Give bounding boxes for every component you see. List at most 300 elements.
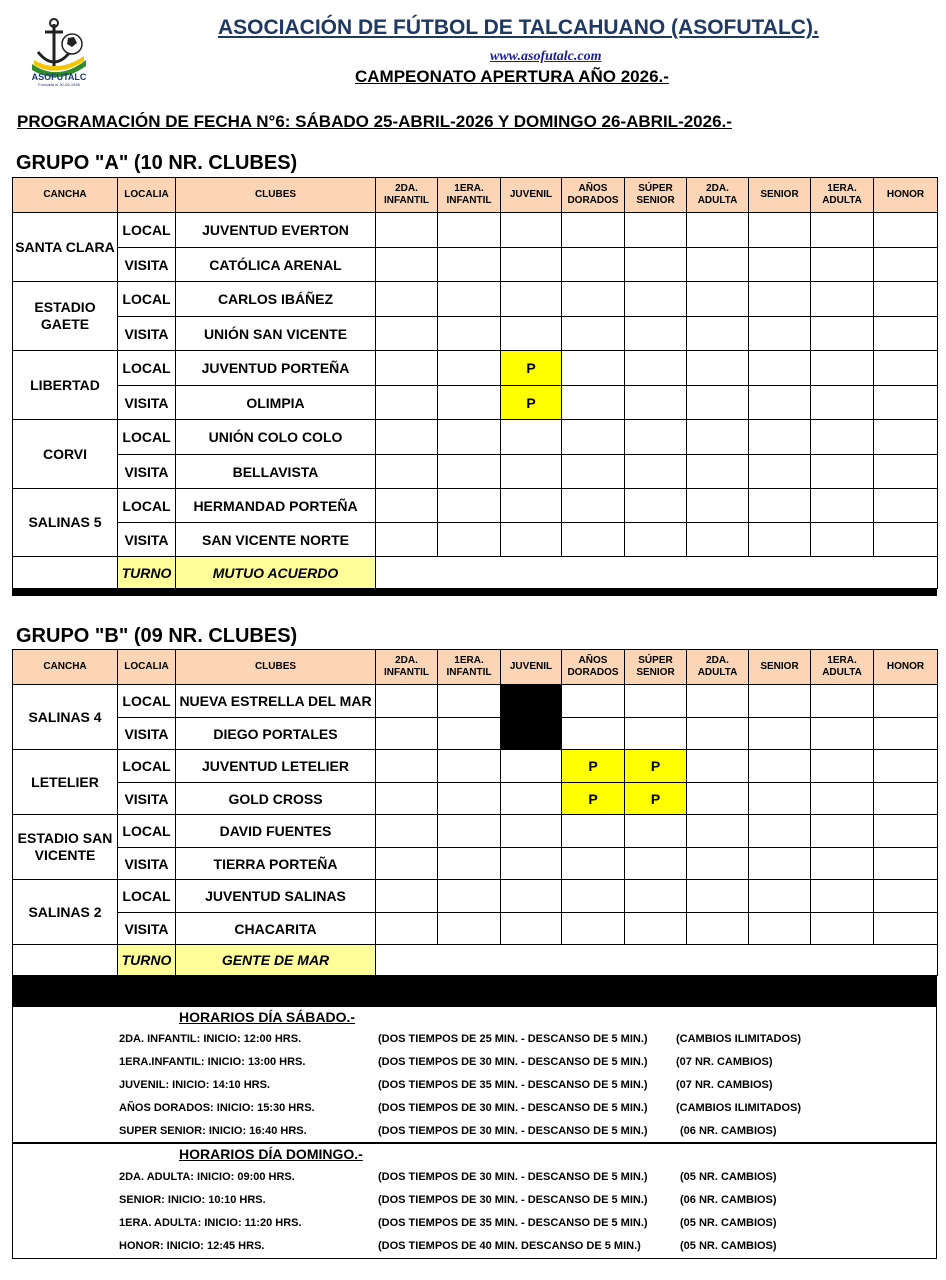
score-cell: [562, 386, 625, 420]
schedule-duration: (DOS TIEMPOS DE 30 MIN. - DESCANSO DE 5 MIN.): [378, 1171, 648, 1183]
score-cell: [501, 489, 562, 523]
schedule-category: 2DA. ADULTA: INICIO: 09:00 HRS.: [119, 1171, 295, 1183]
club-cell: DIEGO PORTALES: [176, 718, 376, 750]
localia-cell: VISITA: [118, 317, 176, 351]
score-cell: [625, 685, 687, 718]
schedule-category: 2DA. INFANTIL: INICIO: 12:00 HRS.: [119, 1033, 302, 1045]
score-cell: [501, 848, 562, 880]
group-b-table: [12, 649, 938, 976]
score-cell: [562, 282, 625, 317]
localia-cell: VISITA: [118, 386, 176, 420]
club-cell: UNIÓN COLO COLO: [176, 420, 376, 455]
postponed-mark: P: [562, 750, 625, 783]
score-cell: [811, 248, 874, 282]
col-header: 2DA. INFANTIL: [376, 178, 438, 213]
schedule-category: SUPER SENIOR: INICIO: 16:40 HRS.: [119, 1125, 307, 1137]
club-cell: CATÓLICA ARENAL: [176, 248, 376, 282]
score-cell: [811, 386, 874, 420]
turno-label: TURNO: [118, 557, 176, 589]
score-cell: [376, 523, 438, 557]
schedule-changes: (07 NR. CAMBIOS): [676, 1079, 773, 1091]
score-cell: [687, 685, 749, 718]
score-cell: [562, 523, 625, 557]
saturday-schedule-box: [12, 1007, 937, 1143]
score-cell: [562, 718, 625, 750]
localia-cell: LOCAL: [118, 685, 176, 718]
table-row: [13, 386, 938, 420]
localia-cell: VISITA: [118, 248, 176, 282]
score-cell: [376, 815, 438, 848]
col-header: 1ERA. INFANTIL: [438, 650, 501, 685]
score-cell: [874, 718, 938, 750]
score-cell: [811, 880, 874, 913]
empty-cell: [376, 945, 938, 976]
col-header: CLUBES: [176, 650, 376, 685]
schedule-changes: (07 NR. CAMBIOS): [676, 1056, 773, 1068]
club-cell: TIERRA PORTEÑA: [176, 848, 376, 880]
score-cell: [874, 386, 938, 420]
schedule-changes: (05 NR. CAMBIOS): [680, 1217, 777, 1229]
table-row: [13, 317, 938, 351]
score-cell: [749, 685, 811, 718]
cancha-cell: SALINAS 5: [13, 489, 118, 557]
empty-cell: [376, 557, 938, 589]
score-cell: [376, 282, 438, 317]
postponed-mark: P: [562, 783, 625, 815]
table-row: [13, 351, 938, 386]
score-cell: [376, 351, 438, 386]
score-cell: [438, 420, 501, 455]
turno-value: GENTE DE MAR: [176, 945, 376, 976]
score-cell: [376, 420, 438, 455]
score-cell: [625, 455, 687, 489]
score-cell: [562, 880, 625, 913]
col-header: HONOR: [874, 650, 938, 685]
score-cell: [501, 213, 562, 248]
col-header: JUVENIL: [501, 178, 562, 213]
schedule-changes: (CAMBIOS ILIMITADOS): [676, 1102, 802, 1114]
table-header-row: [13, 178, 938, 213]
score-cell: [501, 913, 562, 945]
table-row: [13, 248, 938, 282]
programacion-heading: PROGRAMACIÓN DE FECHA N°6: SÁBADO 25-ABRIL-2026 Y DOMINGO 26-ABRIL-2026.-: [17, 112, 732, 131]
score-cell: [811, 718, 874, 750]
score-cell: [749, 718, 811, 750]
score-cell: [811, 685, 874, 718]
score-cell: [625, 213, 687, 248]
schedule-duration: (DOS TIEMPOS DE 30 MIN. - DESCANSO DE 5 MIN.): [378, 1194, 648, 1206]
score-cell: [625, 913, 687, 945]
table-row: [13, 282, 938, 317]
score-cell: [749, 351, 811, 386]
score-cell: [501, 248, 562, 282]
score-cell: [562, 213, 625, 248]
score-cell: [562, 913, 625, 945]
club-cell: DAVID FUENTES: [176, 815, 376, 848]
score-cell: [625, 282, 687, 317]
schedule-duration: (DOS TIEMPOS DE 30 MIN. - DESCANSO DE 5 MIN.): [378, 1102, 648, 1114]
table-row: [13, 913, 938, 945]
score-cell: [625, 815, 687, 848]
col-header: SÚPER SENIOR: [625, 178, 687, 213]
score-cell: [874, 213, 938, 248]
score-cell: [811, 750, 874, 783]
score-cell: [376, 783, 438, 815]
score-cell: [749, 750, 811, 783]
score-cell: [874, 880, 938, 913]
score-cell: [687, 317, 749, 351]
schedule-duration: (DOS TIEMPOS DE 30 MIN. - DESCANSO DE 5 MIN.): [378, 1125, 648, 1137]
score-cell: [874, 685, 938, 718]
score-cell: [501, 783, 562, 815]
score-cell: [438, 317, 501, 351]
score-cell: [438, 213, 501, 248]
score-cell: [811, 848, 874, 880]
empty-cell: [13, 945, 118, 976]
club-cell: JUVENTUD EVERTON: [176, 213, 376, 248]
score-cell: [874, 523, 938, 557]
score-cell: [687, 750, 749, 783]
col-header: 1ERA. ADULTA: [811, 650, 874, 685]
cancha-cell: LETELIER: [13, 750, 118, 815]
score-cell: [687, 815, 749, 848]
schedule-category: HONOR: INICIO: 12:45 HRS.: [119, 1240, 265, 1252]
score-cell: [749, 523, 811, 557]
score-cell: [625, 420, 687, 455]
score-cell: [438, 351, 501, 386]
group-b-title: GRUPO "B" (09 NR. CLUBES): [16, 625, 298, 647]
score-cell: [438, 282, 501, 317]
score-cell: [376, 750, 438, 783]
score-cell: [811, 317, 874, 351]
turno-label: TURNO: [118, 945, 176, 976]
score-cell: [811, 489, 874, 523]
schedule-changes: (06 NR. CAMBIOS): [680, 1125, 777, 1137]
table-row: [13, 880, 938, 913]
localia-cell: LOCAL: [118, 420, 176, 455]
score-cell: [749, 317, 811, 351]
score-cell: [874, 913, 938, 945]
col-header: CANCHA: [13, 178, 118, 213]
score-cell: [625, 248, 687, 282]
club-cell: JUVENTUD PORTEÑA: [176, 351, 376, 386]
score-cell: [438, 523, 501, 557]
score-cell: [625, 351, 687, 386]
score-cell: [874, 489, 938, 523]
col-header: HONOR: [874, 178, 938, 213]
col-header: 2DA. ADULTA: [687, 178, 749, 213]
club-cell: SAN VICENTE NORTE: [176, 523, 376, 557]
schedule-changes: (CAMBIOS ILIMITADOS): [676, 1033, 802, 1045]
col-header: 2DA. ADULTA: [687, 650, 749, 685]
table-row: [13, 750, 938, 783]
schedule-category: SENIOR: INICIO: 10:10 HRS.: [119, 1194, 266, 1206]
col-header: SÚPER SENIOR: [625, 650, 687, 685]
logo-text: ASOFUTALC: [31, 72, 87, 82]
schedule-category: AÑOS DORADOS: INICIO: 15:30 HRS.: [119, 1102, 315, 1114]
cancha-cell: ESTADIO SAN VICENTE: [13, 815, 118, 880]
col-header: SENIOR: [749, 650, 811, 685]
club-cell: UNIÓN SAN VICENTE: [176, 317, 376, 351]
section-divider: [12, 588, 937, 596]
schedule-category: 1ERA.INFANTIL: INICIO: 13:00 HRS.: [119, 1056, 306, 1068]
postponed-mark: P: [625, 783, 687, 815]
score-cell: [376, 718, 438, 750]
score-cell: [562, 420, 625, 455]
club-cell: BELLAVISTA: [176, 455, 376, 489]
score-cell: [376, 455, 438, 489]
club-cell: JUVENTUD SALINAS: [176, 880, 376, 913]
score-cell: [501, 420, 562, 455]
score-cell: [376, 848, 438, 880]
association-title: ASOCIACIÓN DE FÚTBOL DE TALCAHUANO (ASOFUTALC).: [218, 16, 819, 39]
score-cell: [438, 913, 501, 945]
score-cell: [749, 248, 811, 282]
score-cell: [562, 489, 625, 523]
club-cell: HERMANDAD PORTEÑA: [176, 489, 376, 523]
turno-row: [13, 557, 938, 589]
schedule-duration: (DOS TIEMPOS DE 30 MIN. - DESCANSO DE 5 MIN.): [378, 1056, 648, 1068]
score-cell: [811, 523, 874, 557]
score-cell: [687, 351, 749, 386]
col-header: LOCALIA: [118, 178, 176, 213]
score-cell: [438, 815, 501, 848]
cancha-cell: SALINAS 2: [13, 880, 118, 945]
table-row: [13, 848, 938, 880]
score-cell: [376, 489, 438, 523]
score-cell: [874, 750, 938, 783]
table-row: [13, 455, 938, 489]
localia-cell: LOCAL: [118, 489, 176, 523]
score-cell: [562, 248, 625, 282]
score-cell: [749, 913, 811, 945]
score-cell: [749, 489, 811, 523]
postponed-mark: P: [501, 386, 562, 420]
logo-subtitle: Fundada el 30-06-1936: [38, 82, 80, 87]
score-cell: [376, 213, 438, 248]
col-header: CLUBES: [176, 178, 376, 213]
schedule-duration: (DOS TIEMPOS DE 35 MIN. - DESCANSO DE 5 MIN.): [378, 1217, 648, 1229]
col-header: CANCHA: [13, 650, 118, 685]
score-cell: [687, 523, 749, 557]
score-cell: [687, 848, 749, 880]
localia-cell: LOCAL: [118, 282, 176, 317]
schedule-changes: (06 NR. CAMBIOS): [680, 1194, 777, 1206]
score-cell: [874, 317, 938, 351]
score-cell: [687, 420, 749, 455]
table-row: [13, 718, 938, 750]
score-cell: [562, 351, 625, 386]
localia-cell: LOCAL: [118, 351, 176, 386]
score-cell: [376, 386, 438, 420]
section-divider: [12, 975, 937, 1007]
score-cell: [625, 848, 687, 880]
score-cell: [687, 880, 749, 913]
score-cell: [811, 282, 874, 317]
postponed-mark: P: [625, 750, 687, 783]
localia-cell: LOCAL: [118, 213, 176, 248]
website-link[interactable]: www.asofutalc.com: [490, 49, 602, 64]
schedule-category: 1ERA. ADULTA: INICIO: 11:20 HRS.: [119, 1217, 302, 1229]
club-cell: OLIMPIA: [176, 386, 376, 420]
score-cell: [687, 282, 749, 317]
score-cell: [438, 685, 501, 718]
score-cell: [749, 815, 811, 848]
score-cell: [749, 213, 811, 248]
score-cell: [501, 815, 562, 848]
score-cell: [376, 913, 438, 945]
localia-cell: LOCAL: [118, 815, 176, 848]
score-cell: [874, 351, 938, 386]
table-row: [13, 783, 938, 815]
score-cell: [438, 489, 501, 523]
score-cell: [687, 248, 749, 282]
table-row: [13, 523, 938, 557]
schedule-duration: (DOS TIEMPOS DE 25 MIN. - DESCANSO DE 5 MIN.): [378, 1033, 648, 1045]
score-cell: [376, 248, 438, 282]
col-header: SENIOR: [749, 178, 811, 213]
score-cell: [625, 317, 687, 351]
sunday-schedule-title: HORARIOS DÍA DOMINGO.-: [179, 1146, 363, 1162]
table-row: [13, 685, 938, 718]
score-cell: [811, 351, 874, 386]
score-cell: [874, 282, 938, 317]
score-cell: [811, 420, 874, 455]
col-header: AÑOS DORADOS: [562, 650, 625, 685]
col-header: 2DA. INFANTIL: [376, 650, 438, 685]
turno-value: MUTUO ACUERDO: [176, 557, 376, 589]
score-cell: [874, 420, 938, 455]
score-cell: [376, 685, 438, 718]
localia-cell: LOCAL: [118, 880, 176, 913]
group-a-table: [12, 177, 938, 589]
score-cell: [625, 523, 687, 557]
score-cell: [874, 455, 938, 489]
col-header: 1ERA. INFANTIL: [438, 178, 501, 213]
table-row: [13, 815, 938, 848]
localia-cell: VISITA: [118, 913, 176, 945]
score-cell: [687, 913, 749, 945]
score-cell: [438, 455, 501, 489]
score-cell: [501, 750, 562, 783]
turno-row: [13, 945, 938, 976]
cancha-cell: ESTADIO GAETE: [13, 282, 118, 351]
club-cell: JUVENTUD LETELIER: [176, 750, 376, 783]
score-cell: [438, 718, 501, 750]
score-cell: [749, 420, 811, 455]
empty-cell: [13, 557, 118, 589]
localia-cell: VISITA: [118, 718, 176, 750]
score-cell: [562, 317, 625, 351]
col-header: AÑOS DORADOS: [562, 178, 625, 213]
score-cell: [625, 880, 687, 913]
score-cell: [687, 718, 749, 750]
cancha-cell: LIBERTAD: [13, 351, 118, 420]
score-cell: [438, 750, 501, 783]
saturday-schedule-title: HORARIOS DÍA SÁBADO.-: [179, 1009, 356, 1025]
score-cell: [749, 455, 811, 489]
localia-cell: VISITA: [118, 523, 176, 557]
localia-cell: VISITA: [118, 783, 176, 815]
localia-cell: VISITA: [118, 455, 176, 489]
postponed-mark: P: [501, 351, 562, 386]
col-header: JUVENIL: [501, 650, 562, 685]
score-cell: [562, 685, 625, 718]
score-cell: [874, 248, 938, 282]
club-cell: CHACARITA: [176, 913, 376, 945]
score-cell: [811, 913, 874, 945]
cancha-cell: CORVI: [13, 420, 118, 489]
schedule-changes: (05 NR. CAMBIOS): [680, 1171, 777, 1183]
score-cell: [687, 783, 749, 815]
score-cell: [687, 386, 749, 420]
score-cell: [625, 718, 687, 750]
score-cell: [749, 783, 811, 815]
score-cell: [562, 848, 625, 880]
score-cell: [811, 815, 874, 848]
cancha-cell: SALINAS 4: [13, 685, 118, 750]
table-header-row: [13, 650, 938, 685]
score-cell: [438, 386, 501, 420]
table-row: [13, 489, 938, 523]
score-cell: [501, 317, 562, 351]
score-cell: [687, 455, 749, 489]
score-cell: [749, 386, 811, 420]
club-cell: NUEVA ESTRELLA DEL MAR: [176, 685, 376, 718]
score-cell: [874, 783, 938, 815]
score-cell: [874, 815, 938, 848]
localia-cell: VISITA: [118, 848, 176, 880]
score-cell: [376, 880, 438, 913]
score-cell: [501, 455, 562, 489]
schedule-category: JUVENIL: INICIO: 14:10 HRS.: [119, 1079, 270, 1091]
cancha-cell: SANTA CLARA: [13, 213, 118, 282]
score-cell: [625, 386, 687, 420]
schedule-changes: (05 NR. CAMBIOS): [680, 1240, 777, 1252]
score-cell: [811, 783, 874, 815]
score-cell: [874, 848, 938, 880]
championship-title: CAMPEONATO APERTURA AÑO 2026.-: [355, 67, 669, 86]
score-cell: [811, 455, 874, 489]
club-cell: GOLD CROSS: [176, 783, 376, 815]
score-cell: [501, 523, 562, 557]
blocked-cell: [501, 685, 562, 750]
score-cell: [562, 815, 625, 848]
score-cell: [501, 282, 562, 317]
score-cell: [749, 282, 811, 317]
score-cell: [438, 248, 501, 282]
score-cell: [501, 880, 562, 913]
score-cell: [438, 848, 501, 880]
score-cell: [687, 213, 749, 248]
schedule-duration: (DOS TIEMPOS DE 40 MIN. DESCANSO DE 5 MIN.): [378, 1240, 641, 1252]
score-cell: [749, 848, 811, 880]
score-cell: [438, 880, 501, 913]
group-a-title: GRUPO "A" (10 NR. CLUBES): [16, 152, 298, 174]
score-cell: [749, 880, 811, 913]
col-header: LOCALIA: [118, 650, 176, 685]
score-cell: [438, 783, 501, 815]
score-cell: [562, 455, 625, 489]
score-cell: [687, 489, 749, 523]
localia-cell: LOCAL: [118, 750, 176, 783]
score-cell: [376, 317, 438, 351]
table-row: [13, 420, 938, 455]
score-cell: [625, 489, 687, 523]
schedule-duration: (DOS TIEMPOS DE 35 MIN. - DESCANSO DE 5 MIN.): [378, 1079, 648, 1091]
col-header: 1ERA. ADULTA: [811, 178, 874, 213]
club-cell: CARLOS IBÁÑEZ: [176, 282, 376, 317]
